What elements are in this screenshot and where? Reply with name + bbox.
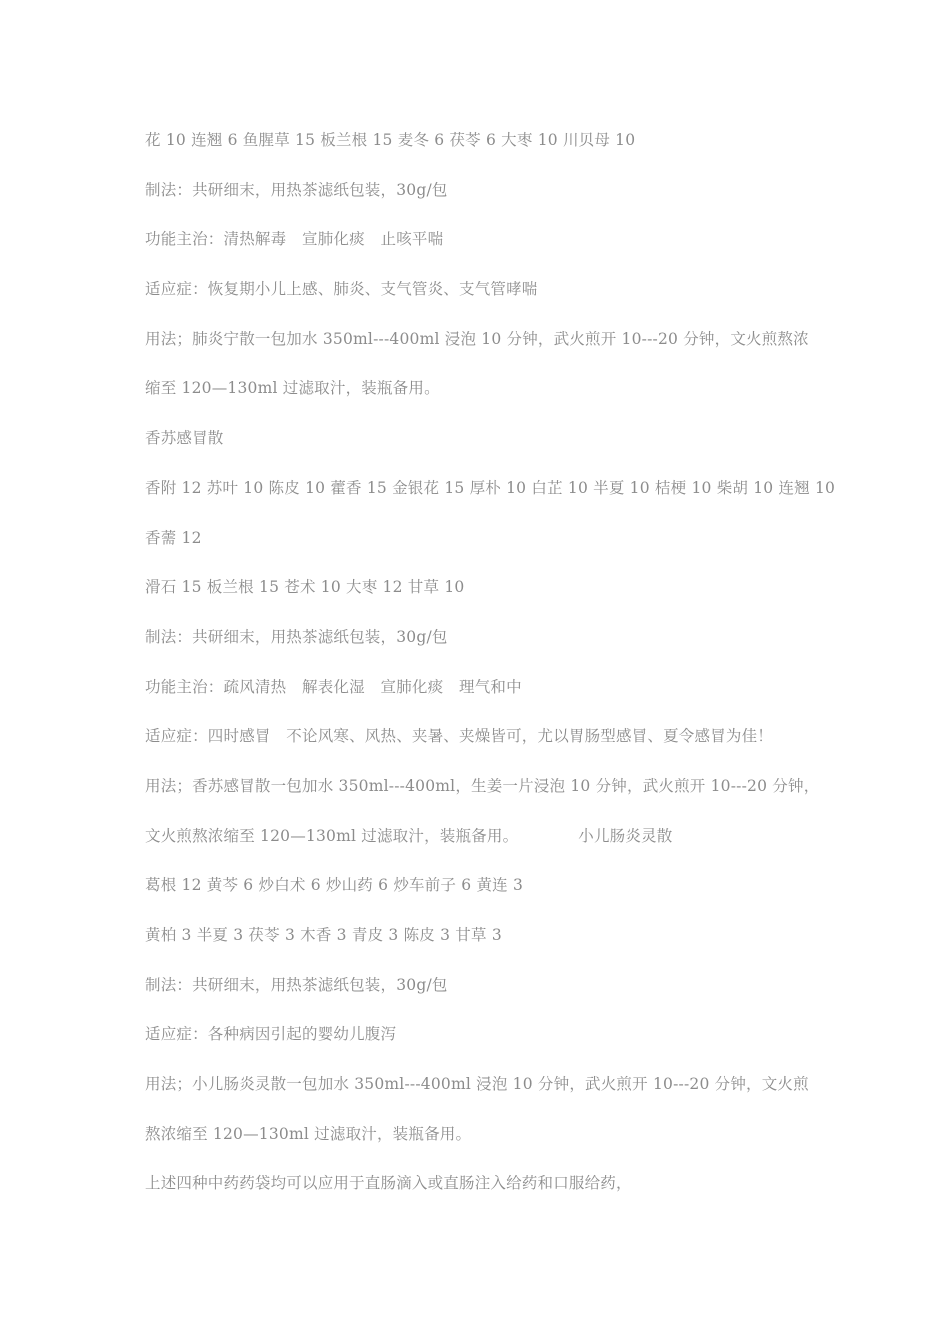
text-line: 用法；香苏感冒散一包加水 350ml---400ml，生姜一片浸泡 10 分钟，武火煎开 10---20 分钟， (145, 776, 820, 795)
text-line-with-heading (145, 823, 825, 873)
text-line: 花 10 连翘 6 鱼腥草 15 板兰根 15 麦冬 6 茯苓 6 大枣 10 川贝母 10 (145, 131, 636, 149)
text-fragment: 文火煎熬浓缩至 120—130ml 过滤取汁，装瓶备用。 (145, 826, 519, 845)
text-line: 制法：共研细末，用热茶滤纸包装，30g/包 (145, 975, 448, 994)
text-line: 滑石 15 板兰根 15 苍术 10 大枣 12 甘草 10 (145, 578, 465, 597)
text-line: 上述四种中药药袋均可以应用于直肠滴入或直肠注入给药和口服给药， (145, 1174, 632, 1193)
text-line: 用法；小儿肠炎灵散一包加水 350ml---400ml 浸泡 10 分钟，武火煎开 10---20 分钟，文火煎 (145, 1075, 809, 1094)
text-line: 功能主治：疏风清热 解表化湿 宣肺化痰 理气和中 (145, 677, 522, 696)
text-line: 葛根 12 黄芩 6 炒白术 6 炒山药 6 炒车前子 6 黄连 3 (145, 876, 524, 895)
section-heading: 香苏感冒散 (145, 429, 224, 448)
text-line: 功能主治：清热解毒 宣肺化痰 止咳平喘 (145, 230, 444, 249)
text-line: 香附 12 苏叶 10 陈皮 10 藿香 15 金银花 15 厚朴 10 白芷 10 半夏 10 桔梗 10 柴胡 10 连翘 10 (145, 478, 836, 497)
text-line: 熬浓缩至 120—130ml 过滤取汁，装瓶备用。 (145, 1124, 472, 1143)
section-heading: 小儿肠炎灵散 (578, 826, 673, 845)
text-line: 黄柏 3 半夏 3 茯苓 3 木香 3 青皮 3 陈皮 3 甘草 3 (145, 926, 502, 944)
text-line: 适应症：恢复期小儿上感、肺炎、支气管炎、支气管哮喘 (145, 280, 538, 299)
text-line: 适应症：各种病因引起的婴幼儿腹泻 (145, 1025, 397, 1044)
text-line: 香薷 12 (145, 528, 202, 547)
text-line: 制法：共研细末，用热茶滤纸包装，30g/包 (145, 627, 448, 646)
text-line: 缩至 120—130ml 过滤取汁，装瓶备用。 (145, 379, 440, 398)
text-line: 适应症：四时感冒 不论风寒、风热、夹暑、夹燥皆可，尤以胃肠型感冒、夏令感冒为佳！ (145, 727, 774, 746)
text-line: 制法：共研细末，用热茶滤纸包装，30g/包 (145, 180, 448, 199)
document-body (145, 127, 836, 1220)
text-line: 用法；肺炎宁散一包加水 350ml---400ml 浸泡 10 分钟，武火煎开 10---20 分钟，文火煎熬浓 (145, 329, 809, 348)
